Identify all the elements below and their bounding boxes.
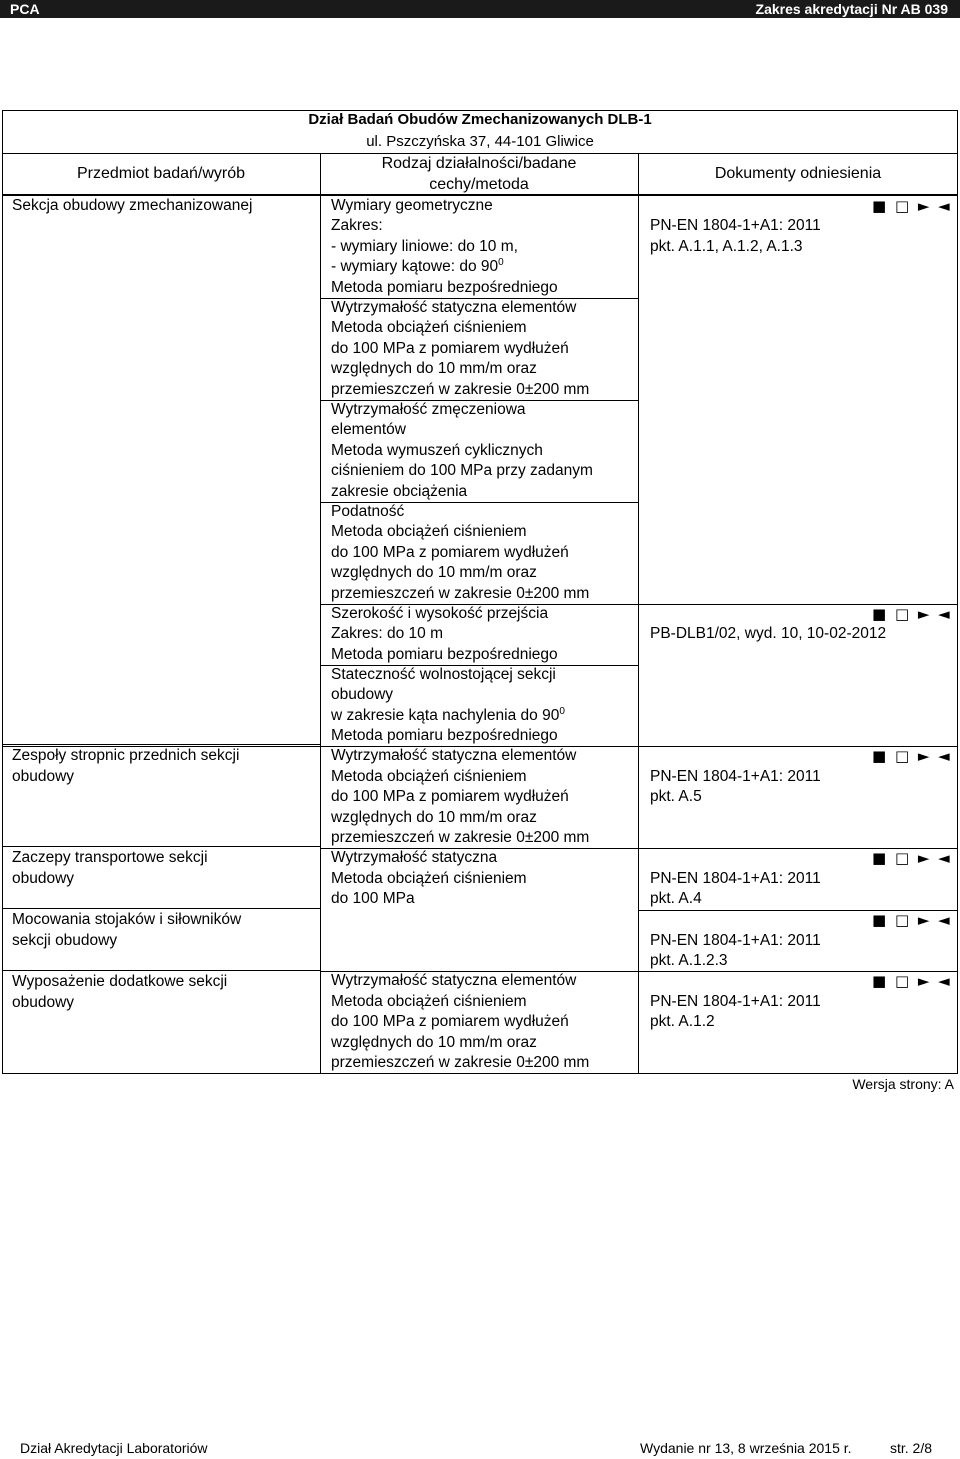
activity-line: do 100 MPa z pomiarem wydłużeń	[331, 1013, 569, 1030]
activity-line: Wytrzymałość statyczna	[331, 849, 498, 866]
activity-line: Stateczność wolnostojącej sekcji	[331, 666, 556, 683]
document-reference: PN-EN 1804-1+A1: 2011	[650, 932, 821, 949]
activity-line: w zakresie kąta nachylenia do $90^0$	[331, 705, 565, 724]
footer-edition: Wydanie nr 13, 8 września 2015 r.	[640, 1440, 852, 1456]
activity-line: przemieszczeń w zakresie 0±200 mm	[331, 381, 590, 398]
activity-line: Metoda obciążeń ciśnieniem	[331, 870, 527, 887]
activity-line: Metoda pomiaru bezpośredniego	[331, 646, 558, 663]
activity-line: obudowy	[331, 686, 394, 703]
activity-line: Wytrzymałość zmęczeniowa	[331, 401, 526, 418]
document-reference: pkt. A.1.2.3	[650, 952, 728, 969]
activity-line: Podatność	[331, 503, 405, 520]
row-separator	[2, 970, 320, 971]
accreditation-status-symbols: ■ □ ► ◄	[872, 972, 952, 990]
activity-line: względnych do 10 mm/m oraz	[331, 1034, 537, 1051]
subject-item: Sekcja obudowy zmechanizowanej	[12, 197, 253, 214]
footer-page-number: str. 2/8	[890, 1440, 933, 1456]
column-header-subject: Przedmiot badań/wyrób	[76, 165, 246, 182]
activity-line: elementów	[331, 421, 406, 438]
activity-line: Metoda pomiaru bezpośredniego	[331, 279, 558, 296]
document-reference: PN-EN 1804-1+A1: 2011	[650, 217, 821, 234]
activity-line: Wymiary geometryczne	[331, 197, 493, 214]
activity-line: Metoda obciążeń ciśnieniem	[331, 523, 527, 540]
activity-line: - wymiary kątowe: do $90^0$	[331, 256, 504, 275]
row-separator	[2, 846, 320, 847]
lab-address: ul. Pszczyńska 37, 44-101 Gliwice	[366, 133, 594, 150]
subject-item: Zespoły stropnic przednich sekcji	[12, 747, 240, 764]
subject-item: obudowy	[12, 994, 75, 1011]
activity-line: Zakres:	[331, 217, 383, 234]
column-header-documents: Dokumenty odniesienia	[714, 165, 882, 182]
accreditation-status-symbols: ■ □ ► ◄	[872, 911, 952, 929]
activity-line: Metoda wymuszeń cyklicznych	[331, 442, 543, 459]
column-header-activity-2: cechy/metoda	[429, 176, 529, 193]
activity-line: do 100 MPa z pomiarem wydłużeń	[331, 788, 569, 805]
lab-name: Dział Badań Obudów Zmechanizowanych DLB-1	[308, 111, 652, 128]
subject-item: Mocowania stojaków i siłowników	[12, 911, 242, 928]
activity-line: do 100 MPa z pomiarem wydłużeń	[331, 544, 569, 561]
header-left: PCA	[10, 1, 40, 17]
subject-item: obudowy	[12, 870, 75, 887]
activity-line: przemieszczeń w zakresie 0±200 mm	[331, 585, 590, 602]
activity-line: Metoda obciążeń ciśnieniem	[331, 768, 527, 785]
accreditation-status-symbols: ■ □ ► ◄	[872, 605, 952, 623]
activity-line: Szerokość i wysokość przejścia	[331, 605, 549, 622]
document-reference: pkt. A.5	[650, 788, 702, 805]
activity-line: Wytrzymałość statyczna elementów	[331, 299, 577, 316]
footer-left: Dział Akredytacji Laboratoriów	[20, 1440, 208, 1456]
activity-line: Wytrzymałość statyczna elementów	[331, 972, 577, 989]
subject-item: Wyposażenie dodatkowe sekcji	[12, 973, 228, 990]
activity-line: ciśnieniem do 100 MPa przy zadanym	[331, 462, 593, 479]
subject-item: sekcji obudowy	[12, 932, 118, 949]
document-reference: PN-EN 1804-1+A1: 2011	[650, 870, 821, 887]
activity-line: Metoda pomiaru bezpośredniego	[331, 727, 558, 744]
activity-line: - wymiary liniowe: do 10 m,	[331, 238, 518, 255]
accreditation-status-symbols: ■ □ ► ◄	[872, 849, 952, 867]
activity-line: przemieszczeń w zakresie 0±200 mm	[331, 1054, 590, 1071]
activity-line: względnych do 10 mm/m oraz	[331, 360, 537, 377]
subject-item: Zaczepy transportowe sekcji	[12, 849, 208, 866]
header-right: Zakres akredytacji Nr AB 039	[755, 1, 948, 17]
column-divider	[320, 154, 321, 1074]
page-header-bar	[0, 0, 960, 18]
accreditation-status-symbols: ■ □ ► ◄	[872, 747, 952, 765]
activity-line: Zakres: do 10 m	[331, 625, 443, 642]
activity-line: Metoda obciążeń ciśnieniem	[331, 993, 527, 1010]
column-header-activity-1: Rodzaj działalności/badane	[381, 155, 577, 172]
row-separator	[2, 744, 320, 745]
subject-item: obudowy	[12, 768, 75, 785]
column-divider	[638, 154, 639, 1074]
document-reference: PN-EN 1804-1+A1: 2011	[650, 768, 821, 785]
row-separator	[2, 908, 320, 909]
document-reference: pkt. A.4	[650, 890, 702, 907]
activity-line: Metoda obciążeń ciśnieniem	[331, 319, 527, 336]
accreditation-status-symbols: ■ □ ► ◄	[872, 197, 952, 215]
activity-line: przemieszczeń w zakresie 0±200 mm	[331, 829, 590, 846]
activity-line: zakresie obciążenia	[331, 483, 468, 500]
activity-line: względnych do 10 mm/m oraz	[331, 564, 537, 581]
document-reference: pkt. A.1.2	[650, 1013, 715, 1030]
activity-line: względnych do 10 mm/m oraz	[331, 809, 537, 826]
document-reference: PB-DLB1/02, wyd. 10, 10-02-2012	[650, 625, 887, 642]
activity-line: do 100 MPa	[331, 890, 415, 907]
activity-line: Wytrzymałość statyczna elementów	[331, 747, 577, 764]
activity-line: do 100 MPa z pomiarem wydłużeń	[331, 340, 569, 357]
document-reference: pkt. A.1.1, A.1.2, A.1.3	[650, 238, 803, 255]
document-reference: PN-EN 1804-1+A1: 2011	[650, 993, 821, 1010]
page-version: Wersja strony: A	[852, 1076, 954, 1092]
